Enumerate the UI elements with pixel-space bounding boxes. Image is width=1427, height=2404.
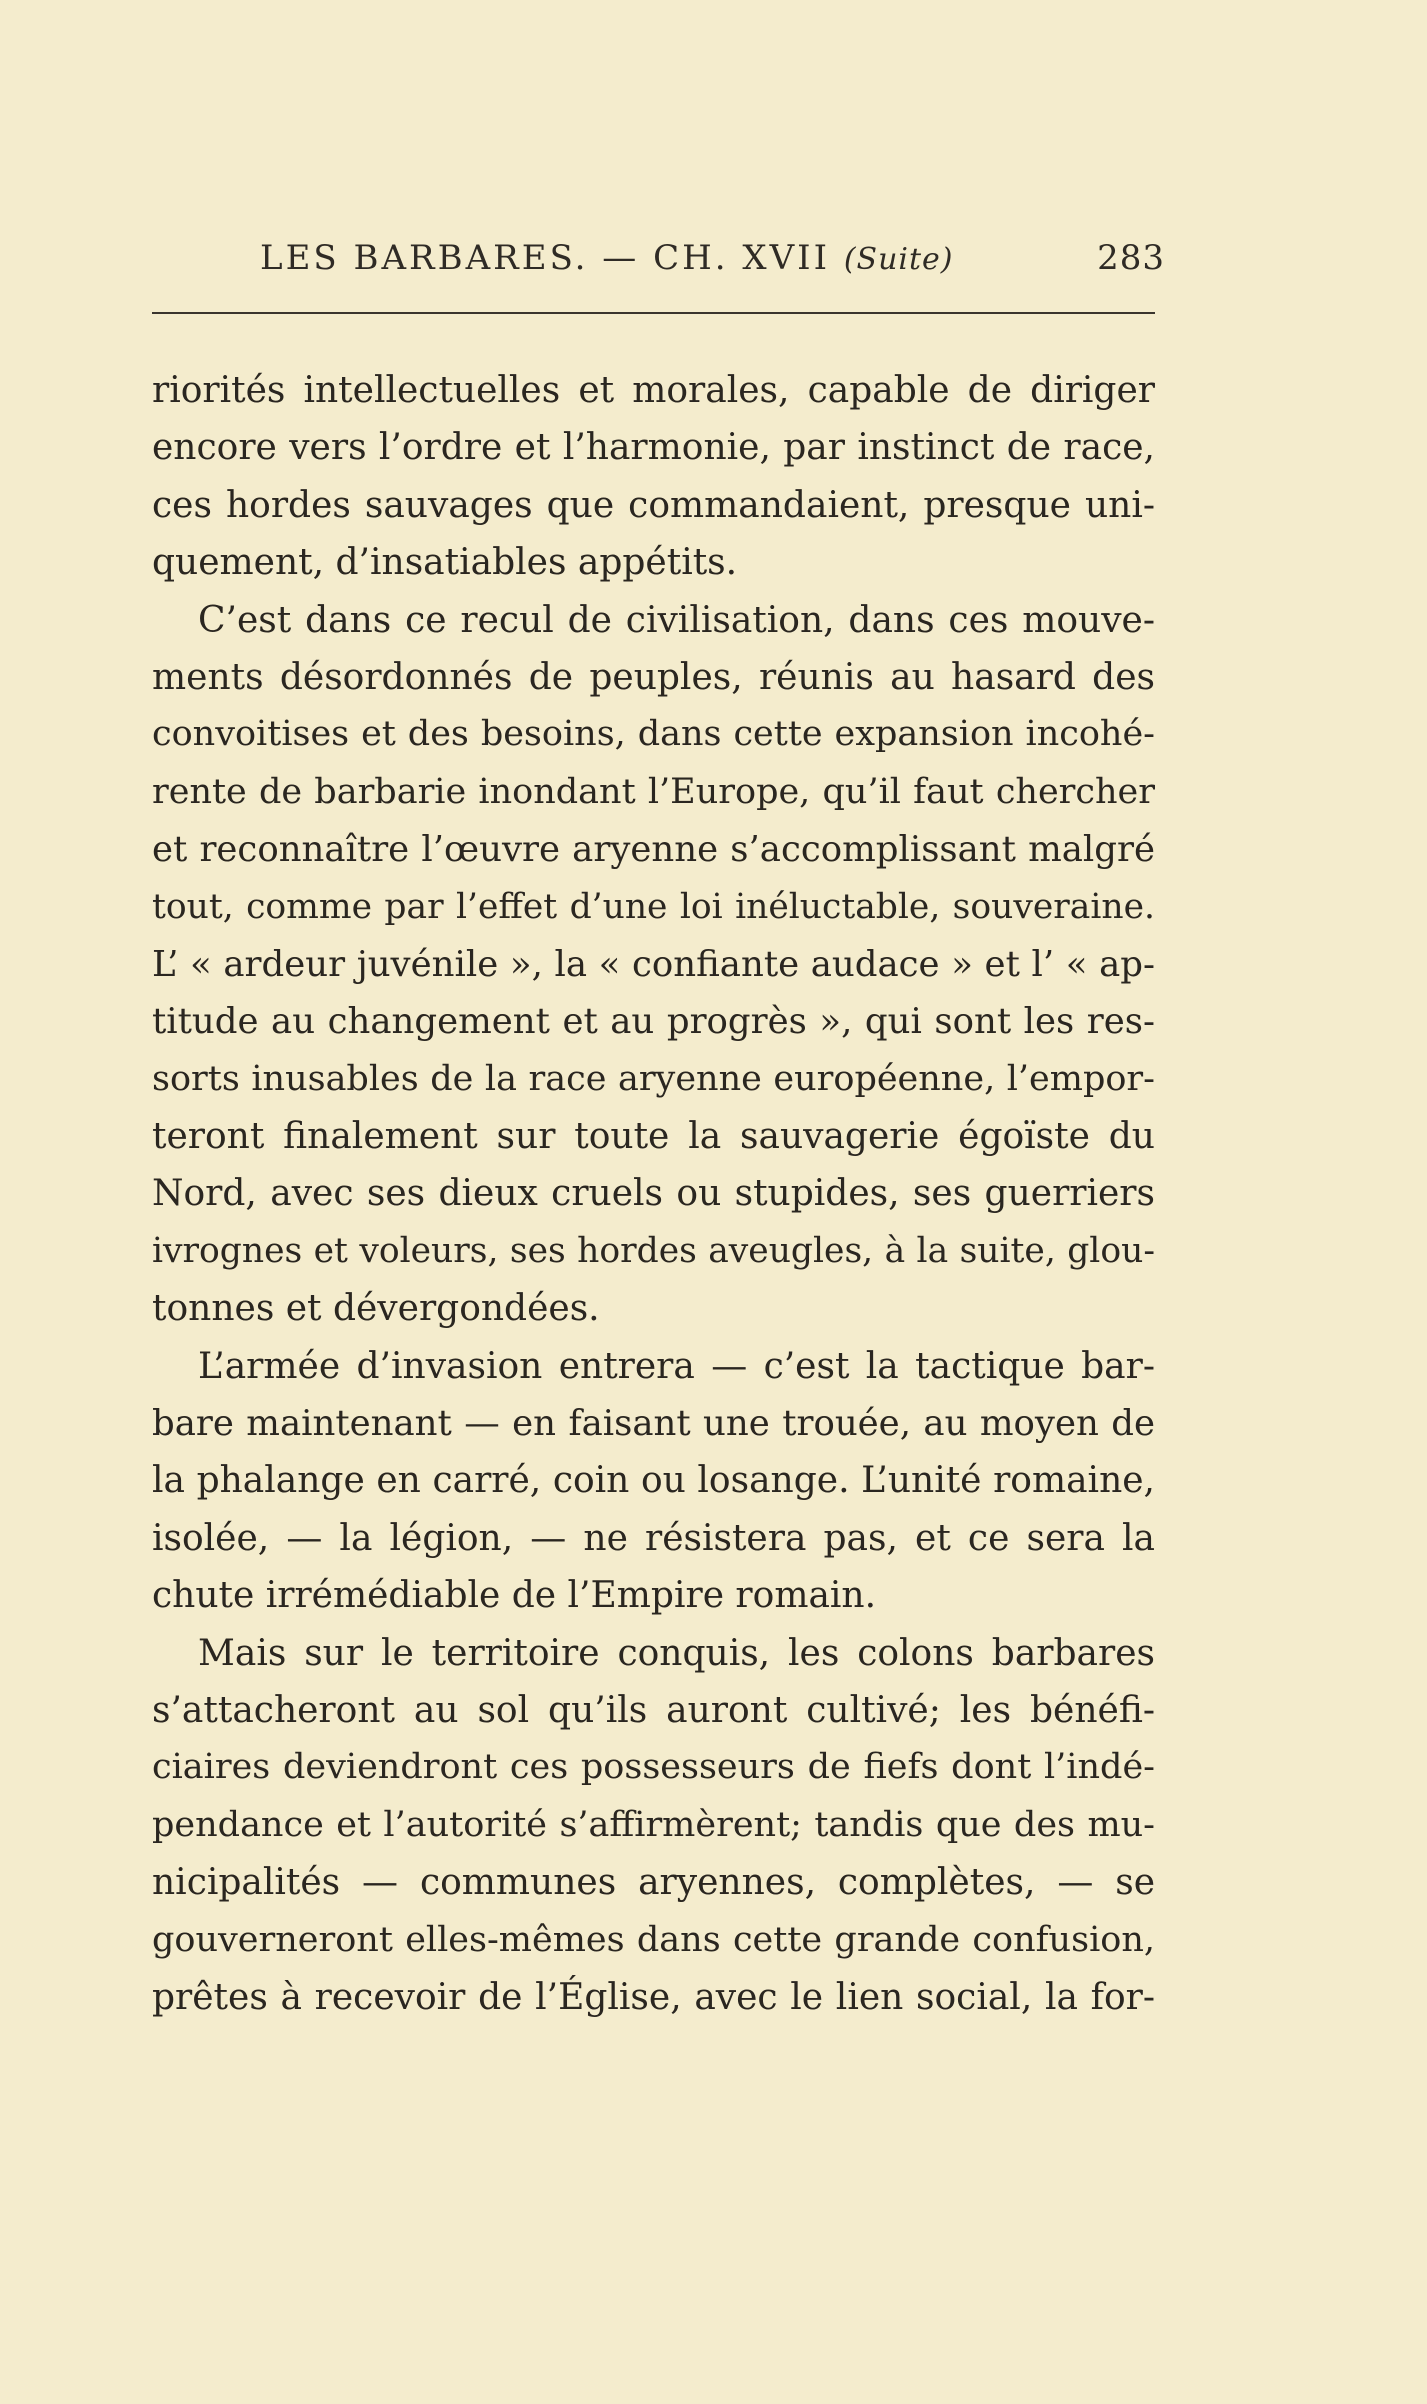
text-line: nicipalités — communes aryennes, complètes, — se: [152, 1862, 1155, 1904]
text-line: rente de barbarie inondant l’Europe, qu’il faut chercher: [152, 771, 1155, 812]
text-line: L’ « ardeur juvénile », la « confiante audace » et l’ « ap-: [152, 943, 1155, 985]
text-line: tout, comme par l’effet d’une loi inéluctable, souveraine.: [152, 886, 1155, 927]
running-head-title-group: [260, 238, 954, 278]
text-line: riorités intellectuelles et morales, capable de diriger: [152, 370, 1155, 411]
text-line: Mais sur le territoire conquis, les colons barbares: [198, 1632, 1155, 1674]
running-head: [260, 238, 1165, 288]
body-text: [152, 362, 1155, 2026]
text-line: et reconnaître l’œuvre aryenne s’accomplissant malgré: [152, 829, 1155, 871]
text-line: ciaires deviendront ces possesseurs de fiefs dont l’indé-: [152, 1747, 1155, 1788]
text-line: gouverneront elles-mêmes dans cette grande confusion,: [152, 1919, 1155, 1960]
running-head-title: LES BARBARES. — CH. XVII: [260, 238, 830, 278]
text-line: ivrognes et voleurs, ses hordes aveugles, à la suite, glou-: [152, 1230, 1155, 1271]
text-line: sorts inusables de la race aryenne européenne, l’empor-: [152, 1058, 1155, 1099]
text-line: titude au changement et au progrès », qui sont les res-: [152, 1001, 1155, 1043]
text-line: C’est dans ce recul de civilisation, dans ces mouve-: [198, 599, 1155, 641]
text-line: isolée, — la légion, — ne résistera pas, et ce sera la: [152, 1517, 1155, 1559]
text-line: encore vers l’ordre et l’harmonie, par instinct de race,: [152, 427, 1155, 469]
text-line: Nord, avec ses dieux cruels ou stupides, ses guerriers: [152, 1173, 1155, 1215]
text-line: prêtes à recevoir de l’Église, avec le lien social, la for-: [152, 1976, 1155, 2018]
text-line: L’armée d’invasion entrera — c’est la tactique bar-: [198, 1345, 1155, 1387]
text-line: tonnes et dévergondées.: [152, 1288, 600, 1330]
text-line: teront finalement sur toute la sauvagerie égoïste du: [152, 1116, 1155, 1158]
text-line: ces hordes sauvages que commandaient, presque uni-: [152, 484, 1155, 526]
text-line: bare maintenant — en faisant une trouée, au moyen de: [152, 1403, 1155, 1445]
text-line: convoitises et des besoins, dans cette expansion incohé-: [152, 714, 1155, 755]
text-line: quement, d’insatiables appétits.: [152, 542, 738, 584]
running-head-suite: (Suite): [843, 242, 954, 277]
text-line: la phalange en carré, coin ou losange. L’unité romaine,: [152, 1460, 1155, 1502]
text-line: ments désordonnés de peuples, réunis au hasard des: [152, 656, 1155, 698]
text-line: s’attacheront au sol qu’ils auront cultivé; les bénéfi-: [152, 1689, 1155, 1731]
text-line: chute irrémédiable de l’Empire romain.: [152, 1575, 877, 1617]
page-number: 283: [1097, 238, 1165, 278]
text-line: pendance et l’autorité s’affirmèrent; tandis que des mu-: [152, 1804, 1155, 1845]
header-rule: [152, 312, 1155, 314]
